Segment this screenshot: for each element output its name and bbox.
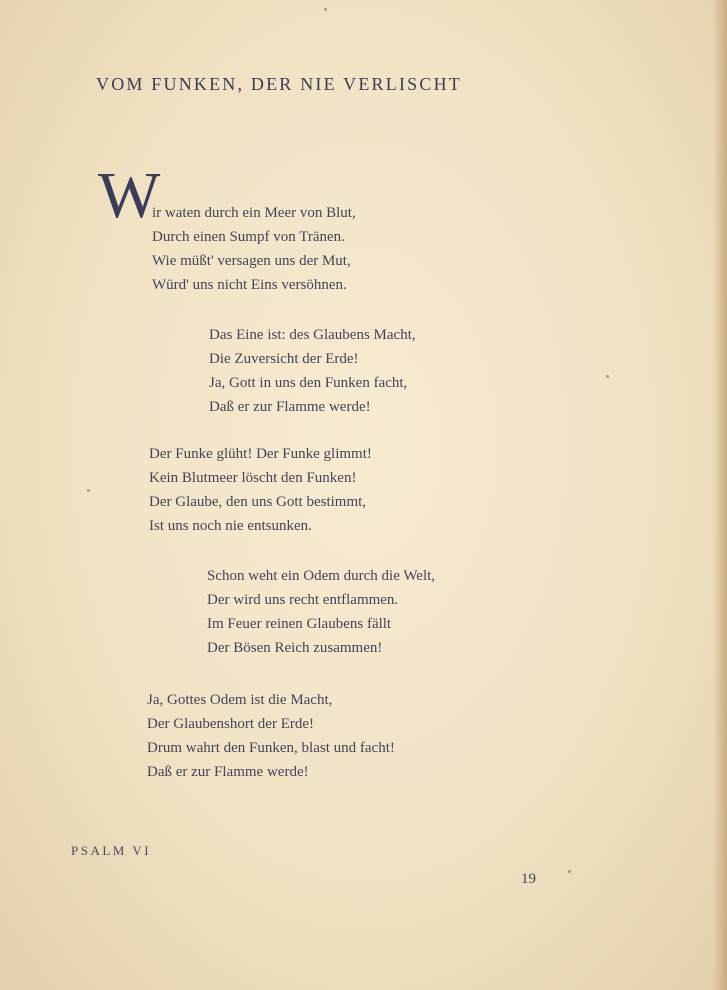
poem-line: Die Zuversicht der Erde! — [209, 351, 359, 367]
stanza-4 — [207, 564, 435, 660]
poem-line: Der Glaube, den uns Gott bestimmt, — [149, 494, 367, 510]
stanza-1 — [152, 201, 356, 297]
section-footer: PSALM VI — [71, 843, 152, 858]
poem-line: Der Bösen Reich zusammen! — [207, 640, 383, 656]
poem-line: Das Eine ist: des Glaubens Macht, — [209, 327, 416, 343]
poem-line: Ja, Gottes Odem ist die Macht, — [147, 692, 333, 708]
poem-line: Schon weht ein Odem durch die Welt, — [207, 568, 436, 584]
poem-line: Der Funke glüht! Der Funke glimmt! — [149, 446, 372, 462]
paper-speck — [568, 870, 571, 873]
poem-line: ir waten durch ein Meer von Blut, — [152, 205, 356, 221]
poem-line: Würd' uns nicht Eins versöhnen. — [152, 277, 347, 293]
page-number: 19 — [521, 871, 536, 887]
poem-line: Der wird uns recht entflammen. — [207, 592, 399, 608]
poem-line: Ist uns noch nie entsunken. — [149, 518, 312, 534]
paper-speck — [87, 489, 90, 492]
page-edge-shadow — [713, 0, 727, 990]
poem-line: Wie müßt' versagen uns der Mut, — [152, 253, 351, 269]
poem-line: Drum wahrt den Funken, blast und facht! — [147, 740, 395, 756]
poem-line: Daß er zur Flamme werde! — [147, 764, 309, 780]
paper-speck — [606, 375, 609, 378]
poem-line: Kein Blutmeer löscht den Funken! — [149, 470, 357, 486]
paper-speck — [324, 8, 327, 11]
poem-line: Der Glaubenshort der Erde! — [147, 716, 315, 732]
poem-line: Durch einen Sumpf von Tränen. — [152, 229, 345, 245]
poem-line: Daß er zur Flamme werde! — [209, 399, 371, 415]
drop-cap: W — [98, 159, 161, 232]
stanza-2 — [209, 323, 416, 419]
poem-line: Im Feuer reinen Glaubens fällt — [207, 616, 392, 632]
poem-line: Ja, Gott in uns den Funken facht, — [209, 375, 408, 391]
poem-title: VOM FUNKEN, DER NIE VERLISCHT — [96, 74, 462, 94]
stanza-5 — [147, 688, 395, 784]
stanza-3 — [149, 442, 372, 538]
